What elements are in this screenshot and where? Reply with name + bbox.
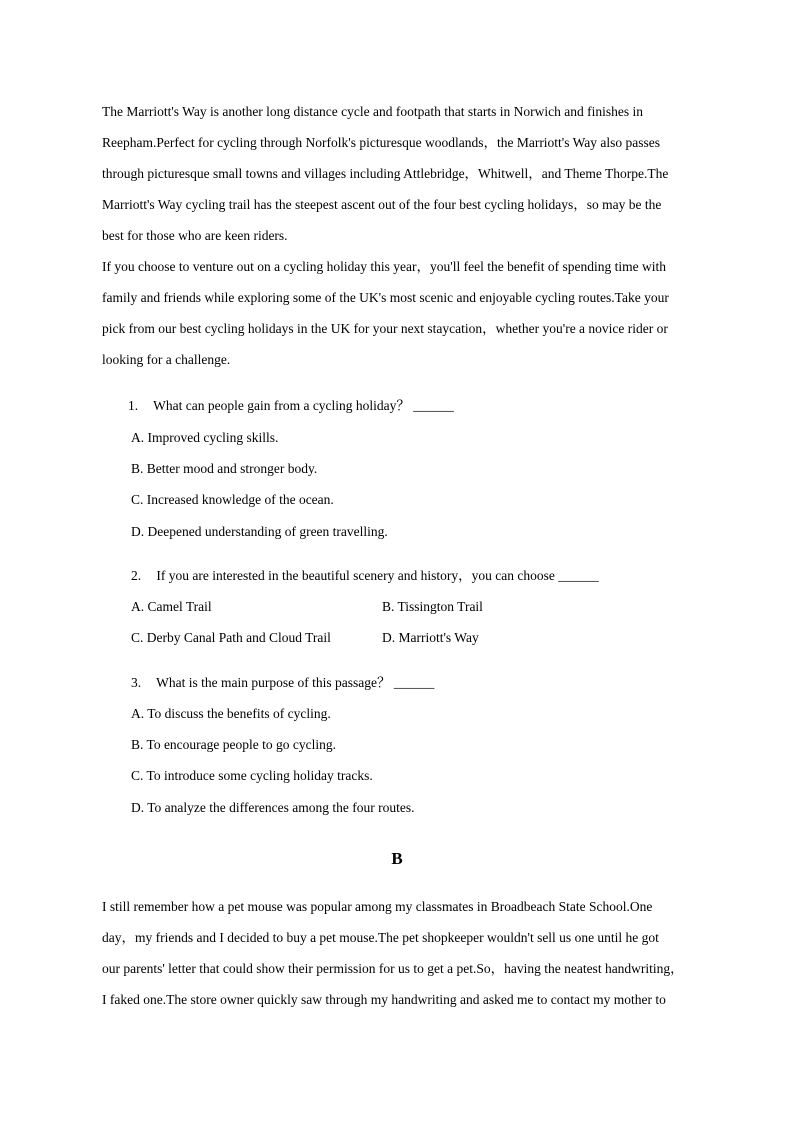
passage-line: pick from our best cycling holidays in the UK for your next staycation，whether you're a novice rider or [102, 321, 668, 336]
passage-line: The Marriott's Way is another long distance cycle and footpath that starts in Norwich and finishes in [102, 104, 643, 119]
passage-line: Reepham.Perfect for cycling through Norfolk's picturesque woodlands，the Marriott's Way also passes [102, 135, 661, 150]
question-3 [131, 675, 434, 691]
option-d: D. Deepened understanding of green travelling. [131, 524, 388, 539]
option-b: B. Better mood and stronger body. [131, 461, 318, 476]
question-text: What is the main purpose of this passage？ ______ [156, 675, 435, 690]
passage-line: looking for a challenge. [102, 352, 231, 367]
passage-line: If you choose to venture out on a cycling holiday this year，you'll feel the benefit of spending time with [102, 259, 667, 274]
question-1 [128, 398, 454, 414]
question-text: What can people gain from a cycling holiday？ ______ [153, 398, 454, 413]
passage-line: best for those who are keen riders. [102, 228, 288, 243]
question-number: 1. [128, 398, 139, 413]
question-text: If you are interested in the beautiful scenery and history，you can choose ______ [156, 568, 599, 583]
option-b: B. Tissington Trail [382, 599, 483, 614]
passage-line: family and friends while exploring some of the UK's most scenic and enjoyable cycling routes.Take your [102, 290, 669, 305]
passage-line: day，my friends and I decided to buy a pet mouse.The pet shopkeeper wouldn't sell us one until he got [102, 930, 659, 945]
option-c: C. Derby Canal Path and Cloud Trail [131, 630, 331, 645]
question-2 [131, 568, 599, 584]
option-a: A. To discuss the benefits of cycling. [131, 706, 331, 721]
passage-line: Marriott's Way cycling trail has the steepest ascent out of the four best cycling holidays，so may be the [102, 197, 662, 212]
passage-line: through picturesque small towns and villages including Attlebridge，Whitwell，and Theme Thorpe.The [102, 166, 669, 181]
question-number: 2. [131, 568, 142, 583]
option-a: A. Camel Trail [131, 599, 212, 614]
section-b-heading: B [391, 849, 403, 868]
option-b: B. To encourage people to go cycling. [131, 737, 336, 752]
option-d: D. Marriott's Way [382, 630, 479, 645]
option-d: D. To analyze the differences among the four routes. [131, 800, 415, 815]
passage-line: our parents' letter that could show their permission for us to get a pet.So，having the neatest handwriting， [102, 961, 684, 976]
question-number: 3. [131, 675, 142, 690]
option-a: A. Improved cycling skills. [131, 430, 279, 445]
passage-line: I faked one.The store owner quickly saw through my handwriting and asked me to contact my mother to [102, 992, 666, 1007]
option-c: C. Increased knowledge of the ocean. [131, 492, 334, 507]
option-c: C. To introduce some cycling holiday tracks. [131, 768, 373, 783]
passage-line: I still remember how a pet mouse was popular among my classmates in Broadbeach State School.One [102, 899, 653, 914]
